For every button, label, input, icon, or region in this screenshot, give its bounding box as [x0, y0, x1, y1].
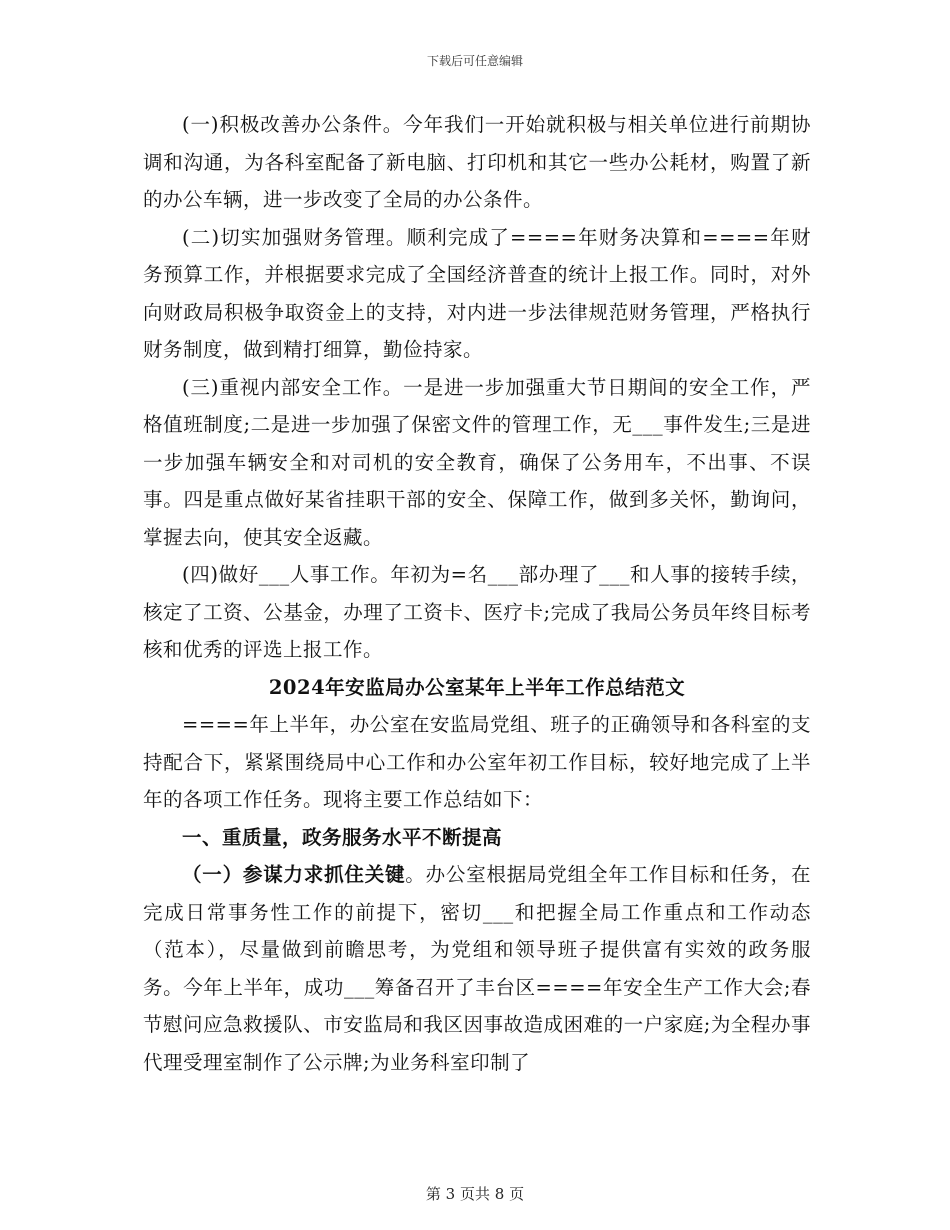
page-footer-number: 第 3 页共 8 页	[425, 1185, 525, 1203]
paragraph-internal-safety: (三)重视内部安全工作。一是进一步加强重大节日期间的安全工作，严格值班制度;二是进一步加强了保密文件的管理工作，无___事件发生;三是进一步加强车辆安全和对司机的安全教育，确保了公务用车，不出事、不误事。四是重点做好某省挂职干部的安全、保障工作，做到多关怀，勤询问，掌握去向，使其安全返藏。	[143, 375, 811, 549]
section-intro: ====年上半年，办公室在安监局党组、班子的正确领导和各科室的支持配合下，紧紧围绕局中心工作和办公室年初工作目标，较好地完成了上半年的各项工作任务。现将主要工作总结如下：	[143, 713, 811, 811]
paragraph-finance-management: (二)切实加强财务管理。顺利完成了====年财务决算和====年财务预算工作，并根据要求完成了全国经济普查的统计上报工作。同时，对外向财政局积极争取资金上的支持，对内进一步法律规范财务管理，严格执行财务制度，做到精打细算，勤俭持家。	[143, 225, 811, 361]
section-heading-1: 一、重质量，政务服务水平不断提高	[182, 825, 503, 849]
subsection-1-text: 。办公室根据局党组全年工作目标和任务，在完成日常事务性工作的前提下，密切___和把握全局工作重点和工作动态（范本），尽量做到前瞻思考，为党组和领导班子提供富有实效的政务服务。今年上半年，成功___筹备召开了丰台区====年安全生产工作大会;春节慰问应急救援队、市安监局和我区因事故造成困难的一户家庭;为全程办事代理受理室制作了公示牌;为业务科室印制了	[143, 863, 811, 1074]
subsection-1-paragraph	[143, 856, 811, 1081]
section-title: 2024年安监局办公室某年上半年工作总结范文	[268, 675, 686, 699]
page-header-note: 下载后可任意编辑	[426, 54, 523, 68]
paragraph-office-conditions: (一)积极改善办公条件。今年我们一开始就积极与相关单位进行前期协调和沟通，为各科室配备了新电脑、打印机和其它一些办公耗材，购置了新的办公车辆，进一步改变了全局的办公条件。	[143, 113, 811, 211]
document-body	[143, 106, 811, 1081]
subsection-1-lead: （一）参谋力求抓住关键	[182, 863, 406, 886]
paragraph-personnel-work: (四)做好___人事工作。年初为=名___部办理了___和人事的接转手续，核定了工资、公基金，办理了工资卡、医疗卡;完成了我局公务员年终目标考核和优秀的评选上报工作。	[143, 563, 811, 661]
